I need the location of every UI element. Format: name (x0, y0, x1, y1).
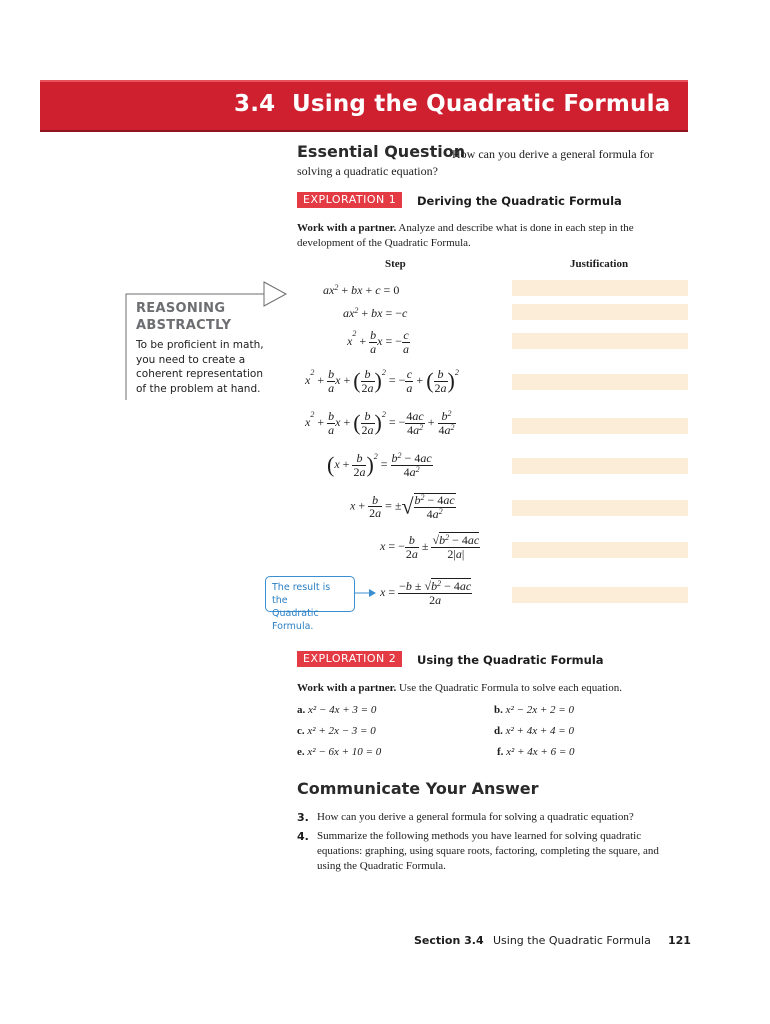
section-number: 3.4 (234, 91, 276, 117)
problem-b: b. x² − 2x + 2 = 0 (494, 704, 574, 716)
footer-title: Using the Quadratic Formula (493, 934, 651, 947)
question-4 (297, 829, 667, 874)
intro-bold: Work with a partner. (297, 222, 397, 234)
essential-question-text: How can you derive a general formula for (452, 147, 654, 161)
step-5-equation: $x^2$ + $\frac{b}{a}$ x + ( $\frac{b}{2a}$ )$^2$ = − $\frac{4ac}{4a^2}$ + $\frac{b^2}{4a^2}$ (305, 409, 455, 437)
step-8-equation: x = − $\frac{b}{2a}$ ± $\frac{√b^2 - 4ac}{2|a|}$ (380, 533, 480, 561)
intro-text-2: development of the Quadratic Formula. (297, 237, 471, 249)
intro-2-bold: Work with a partner. (297, 682, 397, 694)
exploration-2-title: Using the Quadratic Formula (417, 653, 604, 667)
question-3 (297, 810, 667, 825)
exploration-2-badge: EXPLORATION 2 (297, 651, 402, 667)
justification-field-3 (512, 333, 688, 349)
exploration-1-intro (297, 221, 677, 251)
essential-question-heading: Essential Question (297, 142, 466, 161)
problem-e: e. x² − 6x + 10 = 0 (297, 746, 382, 758)
justification-field-5 (512, 418, 688, 434)
justification-field-7 (512, 500, 688, 516)
step-1-equation: $ax^2$ + bx + c = 0 (323, 283, 400, 297)
reasoning-abstractly-title (136, 300, 231, 334)
intro-2-text: Use the Quadratic Formula to solve each equation. (398, 682, 622, 694)
step-4-equation: $x^2$ + $\frac{b}{a}$ x + ( $\frac{b}{2a}$ )$^2$ = − $\frac{c}{a}$ + ( $\frac{b}{2a}$ )$^2$ (305, 367, 459, 395)
callout-line-2: Quadratic Formula. (272, 608, 319, 632)
communicate-heading: Communicate Your Answer (297, 779, 539, 798)
page-title (234, 91, 670, 117)
justification-field-2 (512, 304, 688, 320)
problem-d: d. x² + 4x + 4 = 0 (494, 725, 574, 737)
reasoning-title-line-1: REASONING (136, 301, 226, 316)
quadratic-formula-callout (265, 576, 355, 632)
question-4-number: 4. (297, 830, 309, 843)
step-6-equation: (x + $\frac{b}{2a}$ )$^2$ = $\frac{b^2 - 4ac}{4a^2}$ (327, 451, 432, 479)
exploration-1-badge: EXPLORATION 1 (297, 192, 402, 208)
justification-field-9 (512, 587, 688, 603)
reasoning-abstractly-text (136, 338, 276, 396)
step-7-equation: x + $\frac{b}{2a}$ = ±√ $\frac{b^2 - 4ac}{4a^2}$ (350, 492, 455, 521)
footer-section: Section 3.4 (414, 934, 484, 947)
justification-field-8 (512, 542, 688, 558)
reasoning-line-3: coherent representation (136, 368, 263, 380)
question-3-text: How can you derive a general formula for solving a quadratic equation? (317, 811, 634, 823)
callout-line-1: The result is the (272, 582, 331, 606)
question-4-text: Summarize the following methods you have learned for solving quadratic equations: graphing, using square roots, factoring, completing the square, and using the Quadratic Formula. (317, 830, 659, 872)
step-2-equation: $ax^2$ + bx = −c (343, 306, 408, 320)
justification-field-6 (512, 458, 688, 474)
intro-text: Analyze and describe what is done in each step in the (398, 222, 634, 234)
exploration-2-intro (297, 681, 677, 696)
step-9-equation: x = $\frac{-b \pm √b^2 - 4ac}{2a}$ (380, 579, 472, 607)
reasoning-line-2: you need to create a (136, 353, 246, 366)
callout-arrow-icon (355, 588, 377, 598)
exploration-1-title: Deriving the Quadratic Formula (417, 194, 622, 208)
reasoning-line-4: of the problem at hand. (136, 382, 261, 395)
step-column-header: Step (385, 258, 406, 270)
reasoning-title-line-2: ABSTRACTLY (136, 318, 232, 333)
justification-field-1 (512, 280, 688, 296)
page-number: 121 (668, 934, 691, 947)
justification-field-4 (512, 374, 688, 390)
justification-column-header: Justification (570, 258, 629, 270)
section-title: Using the Quadratic Formula (292, 91, 671, 117)
essential-question-text-2: solving a quadratic equation? (297, 164, 438, 178)
problem-c: c. x² + 2x − 3 = 0 (297, 725, 376, 737)
step-3-equation: $x^2$ + $\frac{b}{a}$ x = − $\frac{c}{a}$ (347, 328, 409, 356)
problem-a: a. x² − 4x + 3 = 0 (297, 704, 377, 716)
problem-f: f. x² + 4x + 6 = 0 (497, 746, 575, 758)
question-3-number: 3. (297, 811, 309, 824)
reasoning-line-1: To be proficient in math, (136, 339, 264, 351)
